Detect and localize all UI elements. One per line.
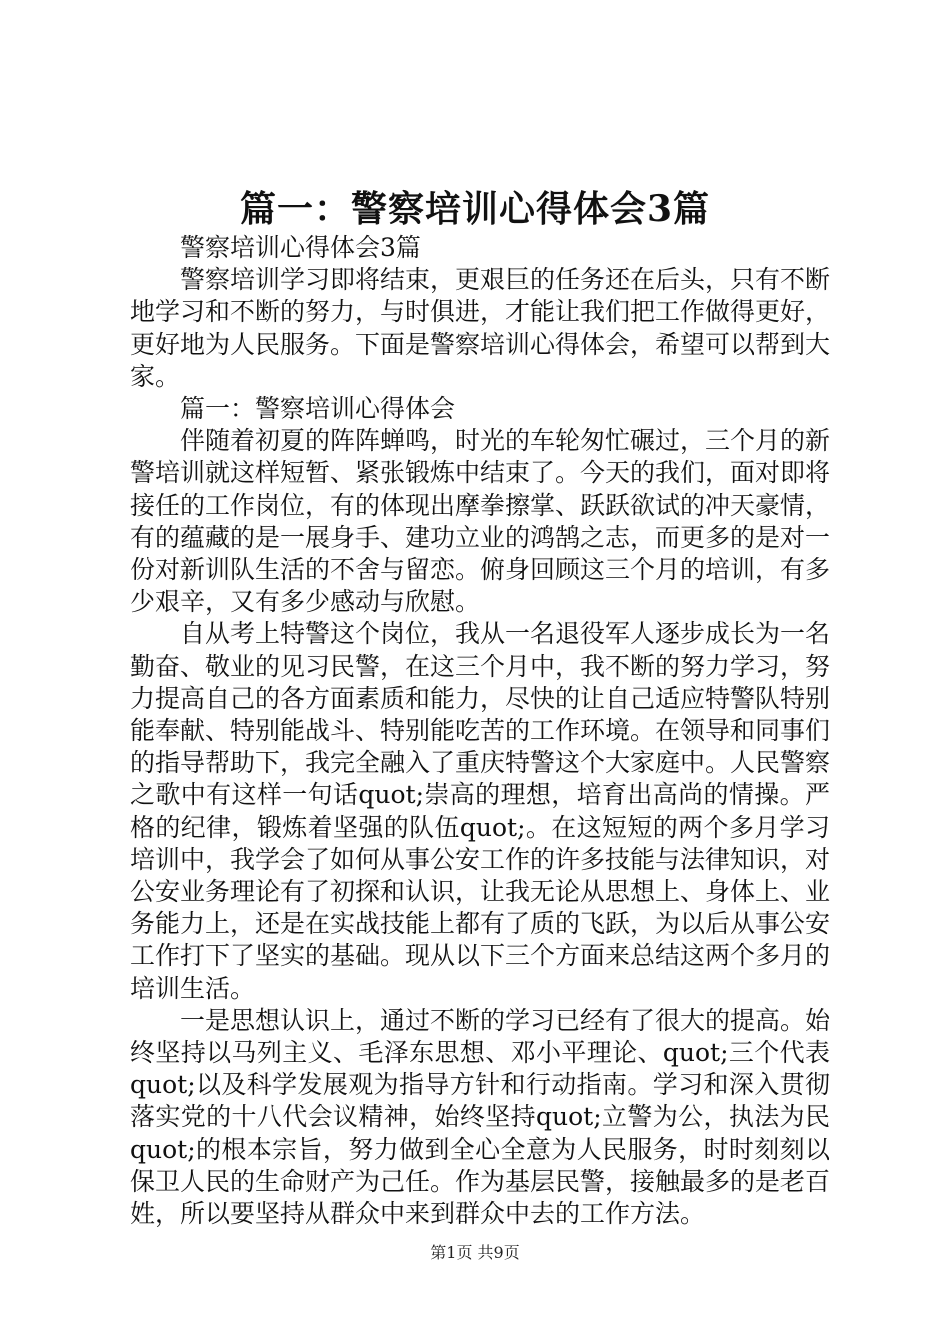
paragraph-intro: 警察培训学习即将结束，更艰巨的任务还在后头，只有不断地学习和不断的努力，与时俱进，才能让我们把工作做得更好，更好地为人民服务。下面是警察培训心得体会，希望可以帮到大家。 [130, 265, 831, 391]
document-body [130, 232, 830, 1230]
paragraph-experience: 自从考上特警这个岗位，我从一名退役军人逐步成长为一名勤奋、敬业的见习民警，在这三个月中，我不断的努力学习，努力提高自己的各方面素质和能力，尽快的让自己适应特警队特别能奉献、特别能战斗、特别能吃苦的工作环境。在领导和同事们的指导帮助下，我完全融入了重庆特警这个大家庭中。人民警察之歌中有这样一句话quot;崇高的理想，培育出高尚的情操。严格的纪律，锻炼着坚强的队伍quot;。在这短短的两个多月学习培训中，我学会了如何从事公安工作的许多技能与法律知识，对公安业务理论有了初探和认识，让我无论从思想上、身体上、业务能力上，还是在实战技能上都有了质的飞跃，为以后从事公安工作打下了坚实的基础。现从以下三个方面来总结这两个多月的培训生活。 [130, 619, 831, 1003]
paragraph-thought: 一是思想认识上，通过不断的学习已经有了很大的提高。始终坚持以马列主义、毛泽东思想、邓小平理论、quot;三个代表quot;以及科学发展观为指导方针和行动指南。学习和深入贯彻落实党的十八代会议精神，始终坚持quot;立警为公，执法为民quot;的根本宗旨，努力做到全心全意为人民服务，时时刻刻以保卫人民的生命财产为己任。作为基层民警，接触最多的是老百姓，所以要坚持从群众中来到群众中去的工作方法。 [130, 1005, 831, 1229]
paragraph-opening: 伴随着初夏的阵阵蝉鸣，时光的车轮匆忙碾过，三个月的新警培训就这样短暂、紧张锻炼中结束了。今天的我们，面对即将接任的工作岗位，有的体现出摩拳擦掌、跃跃欲试的冲天豪情，有的蕴藏的是一展身手、建功立业的鸿鹄之志，而更多的是对一份对新训队生活的不舍与留恋。俯身回顾这三个月的培训，有多少艰辛，又有多少感动与欣慰。 [130, 426, 831, 617]
document-title: 篇一：警察培训心得体会3篇 [239, 188, 711, 230]
paragraph-section-heading: 篇一：警察培训心得体会 [180, 394, 456, 424]
paragraph-subtitle: 警察培训心得体会3篇 [180, 233, 421, 262]
page-footer: 第1页 共9页 [430, 1243, 520, 1262]
